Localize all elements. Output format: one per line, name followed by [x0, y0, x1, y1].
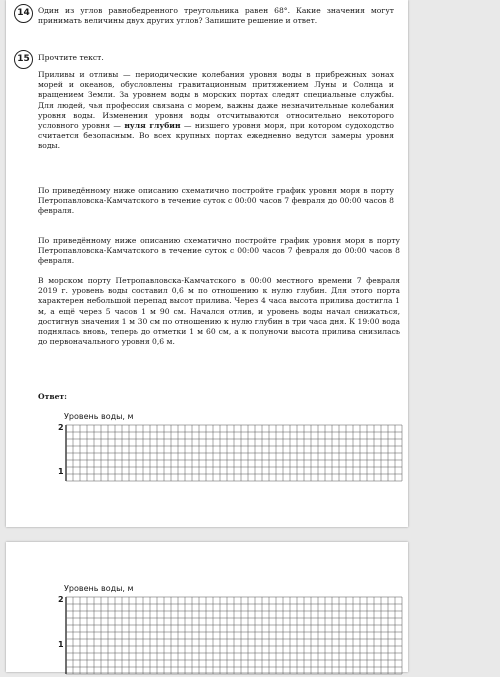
task-15-paragraph-1 [38, 70, 394, 152]
grid-1-tick-2: 2 [58, 423, 64, 432]
answer-label: Ответ: [38, 392, 67, 401]
task-15-paragraph-4: В морском порту Петропавловска-Камчатского в 00:00 местного времени 7 февраля 2019 г. уровень воды составил 0,6 м по отношению к нулю глубин. Для этого порта характерен небольшой перепад высот прилива. Через 4 часа высота прилива достигла 1 м, а ещё через 5 часов 1 м 90 см. Начался отлив, и уровень воды начал снижаться, достигнув значения 1 м 30 см по отношению к нулю глубин в три часа дня. К 19:00 вода поднялась вновь, теперь до отметки 1 м 60 см, а к полуночи высота прилива снизилась до первоначального уровня 0,6 м. [38, 276, 400, 347]
page-1 [6, 0, 408, 527]
grid-2-tick-2: 2 [58, 595, 64, 604]
page-2 [6, 542, 408, 672]
paragraph-1-part-2: — низшего уровня моря, при котором судоходство считается безопасным. Во всех крупных портах ежедневно ведутся замеры уровня воды. [38, 121, 394, 151]
grid-1-ylabel: Уровень воды, м [64, 412, 134, 421]
paragraph-1-part-1: Приливы и отливы — периодические колебания уровня воды в прибрежных зонах морей и океанов, обусловлены гравитационным притяжением Луны и Солнца и вращением Земли. За уровнем воды в морских портах следят специальные службы. Для людей, чья профессия связана с морем, важны даже незначительные колебания уровня воды. Изменения уровня воды отсчитываются относительно некоторого условного уровня — [38, 70, 394, 131]
grid-2-ylabel: Уровень воды, м [64, 584, 134, 593]
grid-1-tick-1: 1 [58, 467, 64, 476]
task-14-number: 14 [14, 4, 33, 23]
task-15-number: 15 [14, 50, 33, 69]
task-14-text: Один из углов равнобедренного треугольника равен 68°. Какие значения могут принимать величины двух других углов? Запишите решение и ответ. [38, 6, 394, 26]
task-15-intro: Прочтите текст. [38, 53, 104, 62]
paragraph-1-term: нуля глубин [124, 121, 181, 131]
water-level-grid-1[interactable] [66, 425, 402, 489]
grid-2-tick-1: 1 [58, 640, 64, 649]
water-level-grid-2[interactable] [66, 597, 402, 677]
task-15-paragraph-2: По приведённому ниже описанию схематично постройте график уровня моря в порту Петропавловска-Камчатского в течение суток с 00:00 часов 7 февраля до 00:00 часов 8 февраля. [38, 186, 394, 216]
task-15-paragraph-3: По приведённому ниже описанию схематично постройте график уровня моря в порту Петропавловска-Камчатского в течение суток с 00:00 часов 7 февраля до 00:00 часов 8 февраля. [38, 236, 400, 266]
